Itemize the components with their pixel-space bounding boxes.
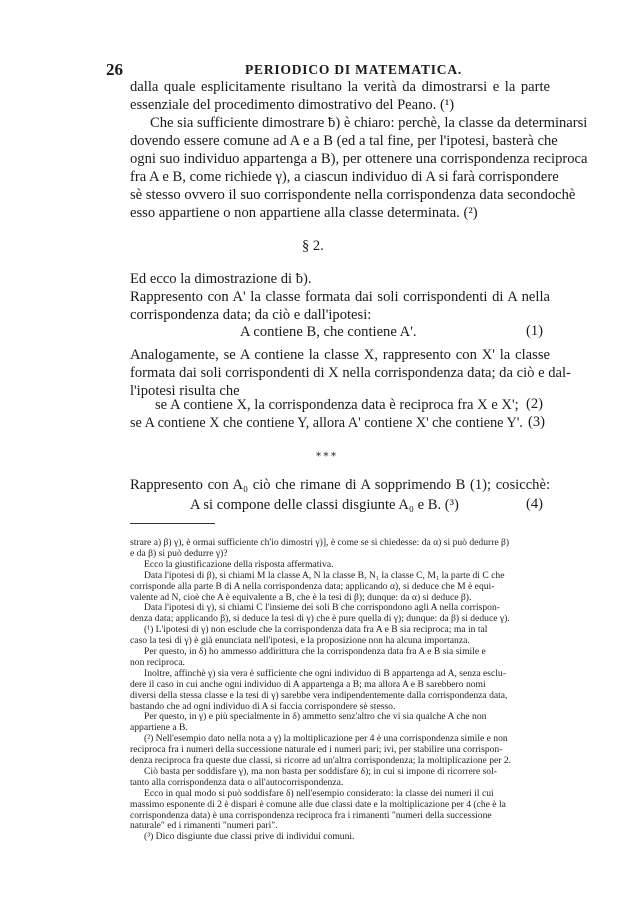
equation-4-tag: (4) (526, 496, 544, 512)
equation-1-tag: (1) (526, 323, 544, 339)
footnote-line: Ecco la giustificazione della risposta affermativa. (144, 558, 334, 570)
footnote-line: bastando che ad ogni individuo di A si faccia corrispondere sè stesso. (130, 700, 396, 712)
footnote-line: denza reciproca fra queste due classi, si ricorre ad un'altra corrispondenza; la moltiplicazione per 2. (130, 755, 512, 766)
footnote-line: e da β) si può dedurre γ)? (130, 547, 228, 559)
body-line: Rappresento con A' la classe formata dai soli corrispondenti di A nella (130, 289, 550, 305)
equation-2-tag: (2) (526, 396, 544, 412)
footnote-line: massimo esponente di 2 è dispari è comune alle due classi date e la moltiplicazione per 4 (che è la (130, 798, 506, 810)
body-line: Analogamente, se A contiene la classe X, rappresento con X' la classe (130, 347, 550, 363)
footnote-line: Data l'ipotesi di β), si chiami M la classe A, N la classe B, N₁ la classe C, M₁ la parte di C che (144, 569, 505, 581)
footnote-line: Data l'ipotesi di γ), si chiami C l'insieme dei soli B che corrispondono agli A nella corrispon- (144, 602, 500, 614)
body-line: fra A e B, come richiede γ), a ciascun individuo di A si farà corrispondere (130, 169, 559, 185)
footnote-line: Inoltre, affinchè γ) sia vera è sufficiente che ogni individuo di B appartenga ad A, senza esclu- (144, 667, 506, 679)
body-line: dovendo essere comune ad A e a B (ed a tal fine, per l'ipotesi, basterà che (130, 133, 558, 149)
footnote-line: (²) Nell'esempio dato nella nota a γ) la moltiplicazione per 4 è una corrispondenza simile e non (144, 733, 508, 745)
body-line: formata dai soli corrispondenti di X nella corrispondenza data; da ciò e dal- (130, 365, 571, 381)
footnote-line: strare a) β) γ), è ormai sufficiente ch'io dimostri γ)], è come se si chiedesse: da α) si può dedurre β) (130, 537, 510, 548)
body-line: Che sia sufficiente dimostrare ƀ) è chiaro: perchè, la classe da determinarsi (150, 115, 588, 131)
footnote-line: corrispondenza data) è una corrispondenza reciproca fra i rimanenti "numeri della successione (130, 809, 492, 821)
footnote-rule (130, 523, 215, 524)
footnote-line: naturale" ed i rimanenti "numeri pari". (130, 820, 278, 832)
body-line: sè stesso ovvero il suo corrispondente nella corrispondenza data secondochè (130, 187, 576, 203)
footnote-line: corrisponde alla parte B di A nella corrispondenza data; applicando α), si deduce che M è equi- (130, 580, 495, 592)
footnote-line: caso la tesi di γ) è già enunciata nell'ipotesi, e la proposizione non ha alcuna importanza. (130, 635, 470, 647)
footnote-line: reciproca fra i numeri della successione naturale ed i numeri pari; ivi, per stabilire una corrispon- (130, 744, 503, 756)
equation-4: A si compone delle classi disgiunte A₀ e B. (³) (190, 497, 459, 513)
body-line: corrispondenza data; da ciò e dall'ipotesi: (130, 307, 372, 323)
body-line: essenziale del procedimento dimostrativo del Peano. (¹) (130, 97, 455, 113)
footnote-line: dere il caso in cui anche ogni individuo di A appartenga a B; ma allora A e B sarebbero nomi (130, 678, 486, 690)
body-line: Rappresento con A₀ ciò che rimane di A sopprimendo B (1); cosicchè: (130, 477, 550, 493)
footnote-line: valente ad N, cioè che A è equivalente a B, che è la tesi di β); dunque: da α) si deduce β). (130, 591, 472, 603)
footnote-line: denza data; applicando β), si deduce la tesi di γ) che è pure quella di γ); dunque: da β) si deduce γ). (130, 613, 510, 625)
footnote-line: Per questo, in γ) e più specialmente in δ) ammetto senz'altro che vi sia qualche A che non (144, 711, 487, 723)
footnote-line: (³) Dico disgiunte due classi prive di individui comuni. (144, 831, 355, 843)
body-line: ogni suo individuo appartenga a B), per ottenere una corrispondenza reciproca (130, 151, 588, 167)
footnote-line: Ciò basta per soddisfare γ), ma non basta per soddisfare δ); in cui si impone di ricorrere sol- (144, 765, 497, 777)
footnote-line: (¹) L'ipotesi di γ) non esclude che la corrispondenza data fra A e B sia reciproca; ma in tal (144, 624, 488, 636)
footnote-line: tanto alla corrispondenza data o all'autocorrispondenza. (130, 776, 344, 788)
footnote-line: Per questo, in δ) ho ammesso addirittura che la corrispondenza data fra A e B sia simile e (144, 646, 486, 657)
body-line: Ed ecco la dimostrazione di ƀ). (130, 271, 312, 287)
body-line: dalla quale esplicitamente risultano la verità da dimostrarsi e la parte (130, 79, 550, 95)
equation-1: A contiene B, che contiene A'. (240, 324, 417, 340)
footnote-line: Ecco in qual modo si può soddisfare δ) nell'esempio considerato: la classe dei numeri il cui (144, 787, 494, 799)
equation-3-tag: (3) (528, 414, 546, 430)
page-number: 26 (106, 60, 123, 79)
equation-3: se A contiene X che contiene Y, allora A' contiene X' che contiene Y'. (130, 415, 523, 431)
equation-2: se A contiene X, la corrispondenza data è reciproca fra X e X'; (155, 397, 519, 413)
running-header: PERIODICO DI MATEMATICA. (245, 62, 463, 77)
body-line: l'ipotesi risulta che (130, 383, 240, 399)
footnote-line: non reciproca. (130, 656, 185, 668)
body-line: esso appartiene o non appartiene alla classe determinata. (²) (130, 205, 478, 221)
footnote-line: appartiene a B. (130, 722, 188, 734)
section-heading: § 2. (302, 238, 324, 254)
footnote-line: diversi della stessa classe e la tesi di γ) sarebbe vera indipendentemente dalla corrispondenza data, (130, 689, 508, 701)
asterism: ⁎ ⁎ ⁎ (316, 448, 336, 459)
